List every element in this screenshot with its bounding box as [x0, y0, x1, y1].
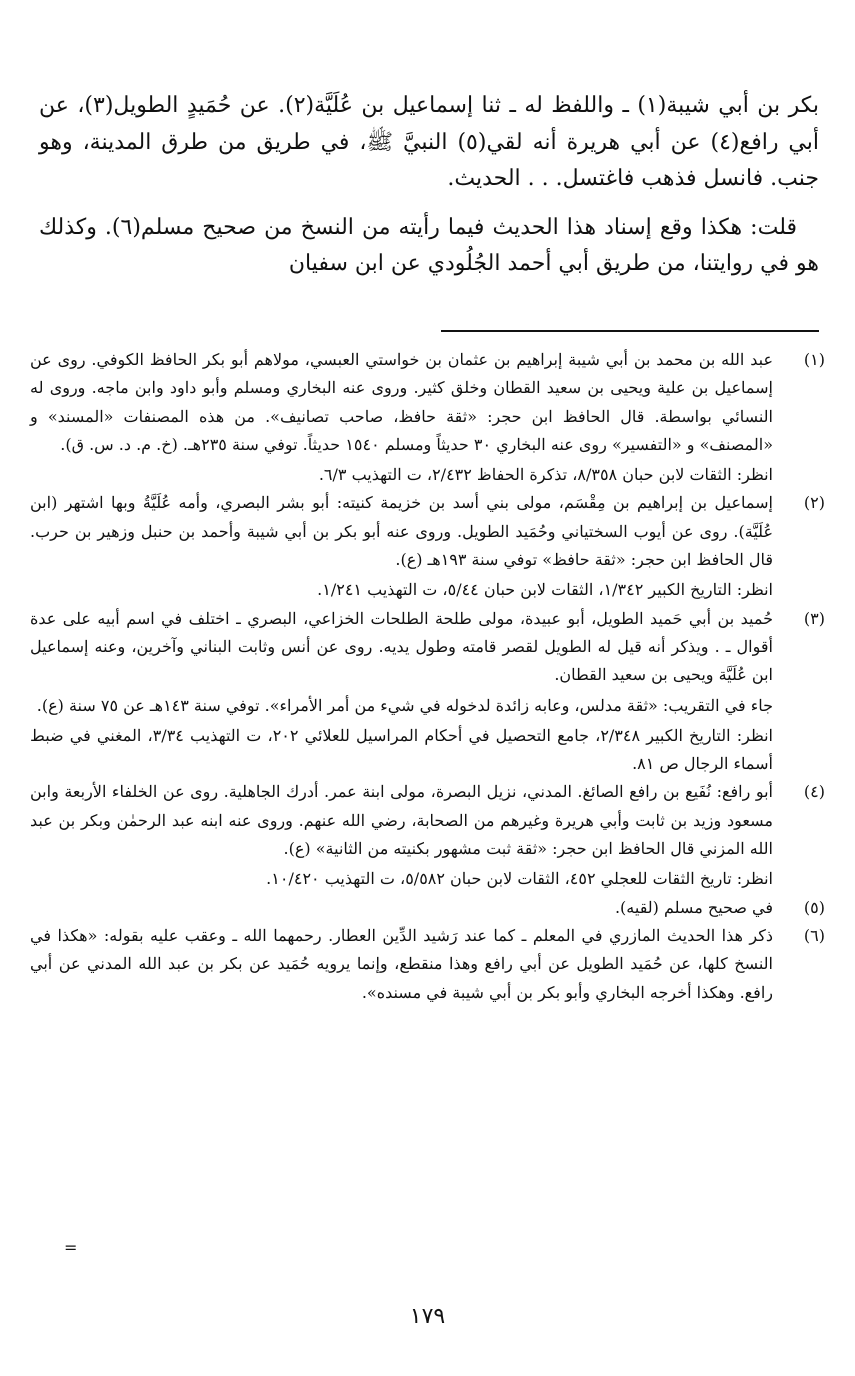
footnote-text: حُميد بن أبي حَميد الطويل، أبو عبيدة، مولى طلحة الطلحات الخزاعي، البصري ـ اختلف في اسم أبيه على عدة أقوال ـ . ويذكر أنه قيل له الطويل لقصر قامته وطول يديه. روى عن أنس وثابت البناني وآخرين، وعنه إسماعيل ابن عُلَيَّة ويحيى بن سعيد القطان.: [30, 608, 773, 685]
footnote-text: جاء في التقريب: «ثقة مدلس، وعابه زائدة لدخوله في شيء من أمر الأمراء». توفي سنة ١٤٣هـ عن ٧٥ سنة (ع).: [36, 695, 773, 715]
page-number: ١٧٩: [409, 1304, 446, 1329]
footnote-body: [30, 605, 773, 779]
footnote-3: [30, 605, 825, 779]
footnote-body: [30, 346, 773, 489]
footnote-text: أبو رافع: نُفَيع بن رافع الصائغ. المدني، نزيل البصرة، مولى ابنة عمر. أدرك الجاهلية. روى عن الخلفاء الأربعة وابن مسعود وزيد بن ثابت وأبي هريرة وغيرهم من الصحابة، رضي الله عنهم. وروى عنه ابنه عبد الرحمٰن وبكر بن عبد الله المزني قال الحافظ ابن حجر: «ثقة ثبت مشهور بكنيته من الثانية» (ع).: [30, 782, 773, 859]
footnote-6: [30, 922, 825, 1007]
footnote-number: (٤): [803, 782, 825, 802]
footnote-number: (٦): [803, 925, 825, 945]
continuation-mark: =: [64, 1238, 78, 1257]
footnote-text: في صحيح مسلم (لقيه).: [614, 897, 773, 917]
footnote-5: [30, 894, 825, 922]
footnote-body: [30, 489, 773, 604]
footnote-number: (٢): [803, 493, 825, 513]
footnote-2: [30, 489, 825, 604]
main-paragraph: بكر بن أبي شيبة(١) ـ واللفظ له ـ ثنا إسماعيل بن عُلَيَّة(٢). عن حُمَيدٍ الطويل(٣)، عن أبي رافع(٤) عن أبي هريرة أنه لقي(٥) النبيَّ ﷺ، في طريق من طرق المدينة، وهو جنب. فانسل فذهب فاغتسل. . . الحديث.: [39, 93, 819, 191]
footnote-reference: انظر: التاريخ الكبير ١/٣٤٢، الثقات لابن حبان ٥/٤٤، ت التهذيب ١/٢٤١.: [317, 580, 773, 600]
footnote-body: [30, 778, 773, 893]
footnote-number: (٥): [803, 897, 825, 917]
footnote-4: [30, 778, 825, 893]
main-text: [39, 88, 819, 283]
footnote-number: (٣): [803, 608, 825, 628]
footnote-text: ذكر هذا الحديث المازري في المعلم ـ كما عند رَشيد الدِّين العطار. رحمهما الله ـ وعقب عليه بقوله: «هكذا في النسخ كلها، عن حُمَيد الطويل عن أبي رافع وهذا منقطع، وإنما يرويه حُمَيد عن بكر بن عبد الله المدني عن أبي رافع. وهكذا أخرجه البخاري وأبو بكر بن أبي شيبة في مسنده».: [30, 925, 773, 1002]
footnote-text: إسماعيل بن إبراهيم بن مِقْسَم، مولى بني أسد بن خزيمة كنيته: أبو بشر البصري، وأمه عُلَيَّةُ وبها اشتهر (ابن عُلَيَّة). روى عن أيوب السختياني وحُمَيد الطويل. وروى عنه أبو بكر بن أبي شيبة وأحمد بن حنبل وزهير بن حرب. قال الحافظ ابن حجر: «ثقة حافظ» توفي سنة ١٩٣هـ (ع).: [30, 493, 774, 570]
main-paragraph: قلت: هكذا وقع إسناد هذا الحديث فيما رأيته من النسخ من صحيح مسلم(٦). وكذلك هو في روايتنا، من طريق أبي أحمد الجُلُودي عن ابن سفيان: [39, 214, 819, 276]
footnote-1: [30, 346, 825, 489]
footnote-body: [30, 894, 773, 922]
footnotes: [30, 346, 825, 1007]
footnote-text: عبد الله بن محمد بن أبي شيبة إبراهيم بن عثمان بن خواستي العبسي، مولاهم أبو بكر الحافظ الكوفي. روى عن إسماعيل بن علية ويحيى بن سعيد القطان وخلق كثير. وروى عنه البخاري ومسلم وأبو داود وابن ماجه. وروى له النسائي بواسطة. قال الحافظ ابن حجر: «ثقة حافظ، صاحب تصانيف». من هذه المصنفات «المسند» و «المصنف» و «التفسير» روى عنه البخاري ٣٠ حديثاً ومسلم ١٥٤٠ حديثاً. توفي سنة ٢٣٥هـ. (خ. م. د. س. ق).: [30, 350, 773, 454]
footnote-body: [30, 922, 773, 1007]
footnote-reference: انظر: تاريخ الثقات للعجلي ٤٥٢، الثقات لابن حبان ٥/٥٨٢، ت التهذيب ١٠/٤٢٠.: [266, 869, 773, 889]
footnote-reference: انظر: التاريخ الكبير ٢/٣٤٨، جامع التحصيل في أحكام المراسيل للعلائي ٢٠٢، ت التهذيب ٣/٣٤، المغني في ضبط أسماء الرجال ص ٨١.: [30, 725, 773, 774]
footnote-number: (١): [803, 350, 825, 369]
footnote-separator: [441, 330, 819, 332]
footnote-reference: انظر: الثقات لابن حبان ٨/٣٥٨، تذكرة الحفاظ ٢/٤٣٢، ت التهذيب ٦/٣.: [318, 465, 773, 485]
